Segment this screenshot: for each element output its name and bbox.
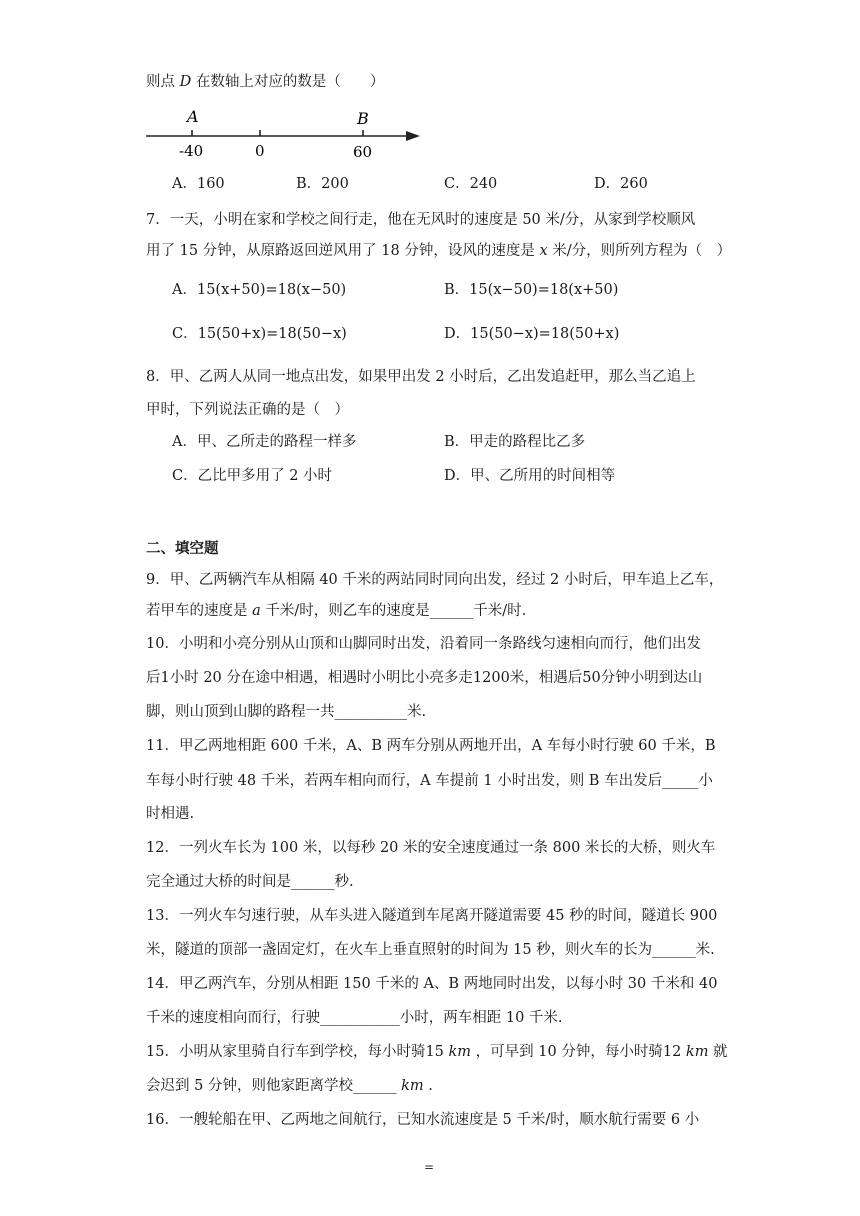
q15-unit-2: km <box>685 1044 709 1060</box>
tick-label-a: -40 <box>179 142 204 160</box>
q13-line-1: 13．一列火车匀速行驶，从车头进入隧道到车尾离开隧道需要 45 秒的时间，隧道长 900 <box>146 908 718 924</box>
q7-line-2-a: 用了 15 分钟，从原路返回逆风用了 18 分钟，设风的速度是 <box>146 243 535 259</box>
number-line-arrow <box>406 131 420 141</box>
q10-line-3: 脚，则山顶到山脚的路程一共__________米. <box>146 704 427 720</box>
q8-option-b: B．甲走的路程比乙多 <box>444 434 586 450</box>
q15-line-1 <box>146 1042 728 1062</box>
q15-line-2 <box>146 1076 433 1096</box>
q8-line-2: 甲时，下列说法正确的是（ ） <box>146 402 349 418</box>
q9-line-2-a: 若甲车的速度是 <box>146 603 248 619</box>
q8-option-d: D．甲、乙所用的时间相等 <box>444 468 616 484</box>
q7-option-d: D．15(50−x)=18(50+x) <box>444 326 620 342</box>
q9-line-2 <box>146 601 526 621</box>
q13-line-2: 米，隧道的顶部一盏固定灯，在火车上垂直照射的时间为 15 秒，则火车的长为______米. <box>146 942 715 958</box>
page-footer-mark: = <box>424 1160 435 1174</box>
q6-suffix: 在数轴上对应的数是（ ） <box>195 74 385 90</box>
q16-line-1: 16．一艘轮船在甲、乙两地之间航行，已知水流速度是 5 千米/时，顺水航行需要 6 小 <box>146 1112 700 1128</box>
q8-option-c: C．乙比甲多用了 2 小时 <box>172 468 333 484</box>
q6-option-b: B．200 <box>296 176 349 192</box>
q10-line-2: 后1小时 20 分在途中相遇，相遇时小明比小亮多走1200米，相遇后50分钟小明到达山 <box>146 670 703 686</box>
q15-unit-1: km <box>448 1044 472 1060</box>
q15-line-1-c: 就 <box>713 1044 728 1060</box>
q6-prefix: 则点 <box>146 74 175 90</box>
q11-line-3: 时相遇. <box>146 806 195 822</box>
q7-option-a: A．15(x+50)=18(x−50) <box>172 282 347 298</box>
q15-line-2-b: . <box>428 1078 433 1094</box>
q10-line-1: 10．小明和小亮分别从山顶和山脚同时出发，沿着同一条路线匀速相向而行，他们出发 <box>146 636 701 652</box>
q7-line-1: 7．一天，小明在家和学校之间行走，他在无风时的速度是 50 米/分，从家到学校顺风 <box>146 212 696 228</box>
q15-line-1-b: ，可早到 10 分钟，每小时骑12 <box>475 1044 682 1060</box>
point-label-b: B <box>357 109 369 128</box>
tick-label-zero: 0 <box>255 142 265 160</box>
q14-line-2: 千米的速度相向而行，行驶___________小时，两车相距 10 千米. <box>146 1010 563 1026</box>
q7-line-2 <box>146 241 731 261</box>
point-label-a: A <box>187 107 199 126</box>
tick-label-b: 60 <box>353 143 373 161</box>
q14-line-1: 14．甲乙两汽车，分别从相距 150 千米的 A、B 两地同时出发，以每小时 30 千米和 40 <box>146 976 718 992</box>
q12-line-1: 12．一列火车长为 100 米，以每秒 20 米的安全速度通过一条 800 米长的大桥，则火车 <box>146 840 716 856</box>
q7-line-2-b: 米/分，则所列方程为（ ） <box>552 243 732 259</box>
q11-line-1: 11．甲乙两地相距 600 千米，A、B 两车分别从两地开出，A 车每小时行驶 60 千米，B <box>146 738 716 754</box>
q15-line-2-a: 会迟到 5 分钟，则他家距离学校______ <box>146 1078 397 1094</box>
q6-option-a: A．160 <box>172 176 225 192</box>
q6-var: D <box>179 74 192 90</box>
q11-line-2: 车每小时行驶 48 千米，若两车相向而行，A 车提前 1 小时出发，则 B 车出发后_____小 <box>146 773 713 789</box>
q6-stem-tail <box>146 72 384 92</box>
q9-line-2-b: 千米/时，则乙车的速度是______千米/时. <box>265 603 527 619</box>
q12-line-2: 完全通过大桥的时间是______秒. <box>146 874 354 890</box>
q15-line-1-a: 15．小明从家里骑自行车到学校，每小时骑15 <box>146 1044 444 1060</box>
number-line-figure <box>140 100 430 164</box>
q7-var: x <box>539 243 548 259</box>
q7-option-c: C．15(50+x)=18(50−x) <box>172 326 347 342</box>
q6-option-d: D．260 <box>594 176 648 192</box>
q6-option-c: C．240 <box>444 176 498 192</box>
q8-option-a: A．甲、乙所走的路程一样多 <box>172 434 357 450</box>
q8-line-1: 8．甲、乙两人从同一地点出发，如果甲出发 2 小时后，乙出发追赶甲，那么当乙追上 <box>146 369 696 385</box>
q9-line-1: 9．甲、乙两辆汽车从相隔 40 千米的两站同时同向出发，经过 2 小时后，甲车追上乙车， <box>146 572 724 588</box>
q7-option-b: B．15(x−50)=18(x+50) <box>444 282 619 298</box>
q15-unit-3: km <box>401 1078 424 1094</box>
section-title-fill-blank: 二、填空题 <box>146 540 219 557</box>
q9-var: a <box>252 603 261 619</box>
